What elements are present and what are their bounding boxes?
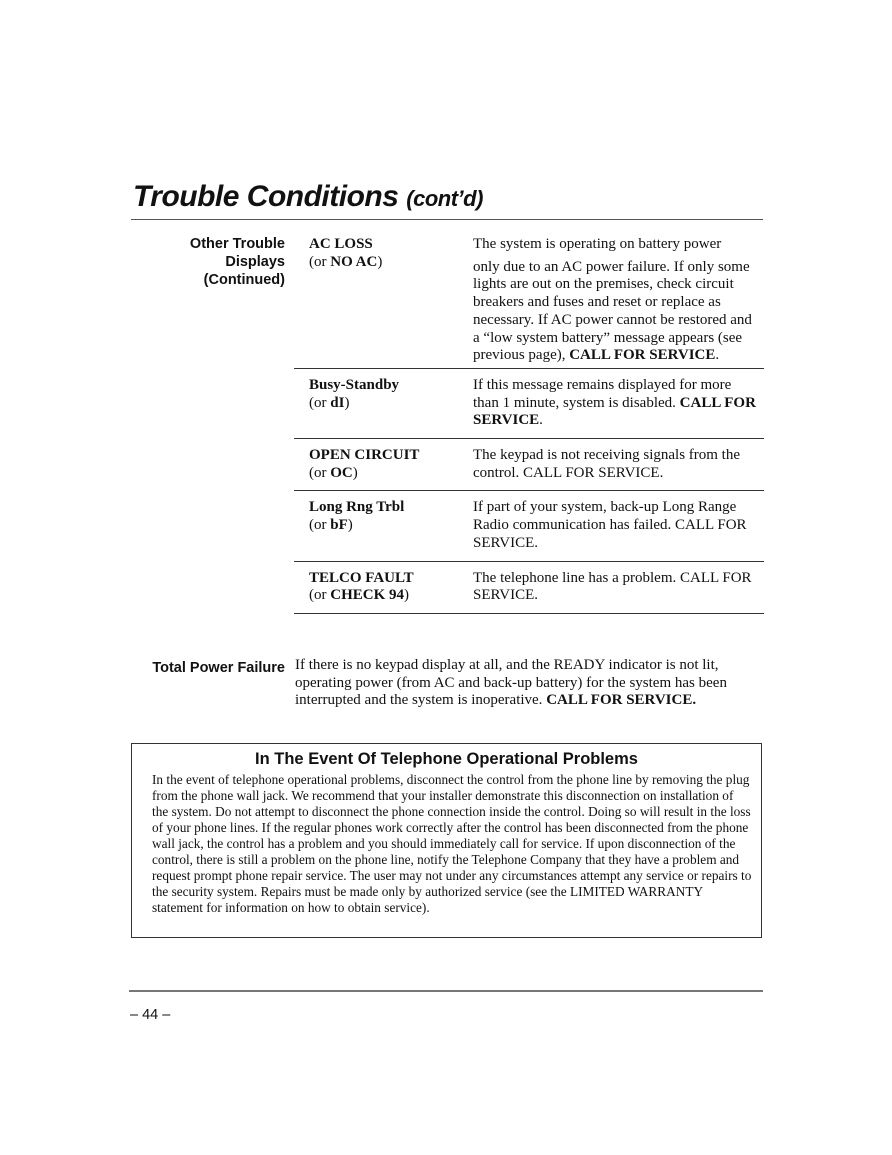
trouble-desc-first-line: The system is operating on battery power [473,236,722,252]
trouble-desc: If this message remains displayed for more than 1 minute, system is disabled. [473,376,732,411]
trouble-row [294,234,764,368]
total-power-failure-body: If there is no keypad display at all, and the READY indicator is not lit, operating power (from AC and back-up battery) for the system has been interrupted and the system is inoperative. [295,657,727,709]
trouble-row [294,491,764,561]
title-rule [131,219,763,220]
trouble-desc-cell [473,561,764,613]
trouble-code-cell [294,561,473,613]
other-trouble-label-line: Displays [225,254,285,270]
total-power-failure-text [295,657,755,710]
page-title-suffix: (cont’d) [406,186,483,211]
trouble-desc-emphasis: CALL FOR SERVICE [569,347,716,364]
trouble-alt-prefix: (or [309,394,331,411]
trouble-name: TELCO FAULT [309,569,414,586]
trouble-alt-suffix: ) [347,517,353,534]
trouble-code-cell [294,491,473,561]
trouble-alt-suffix: ) [352,464,358,481]
total-power-failure-label: Total Power Failure [152,660,285,676]
trouble-alt-code: CHECK 94 [330,587,405,604]
trouble-name: OPEN CIRCUIT [309,447,420,464]
page-title-main: Trouble Conditions [133,180,399,213]
trouble-name: AC LOSS [309,236,373,252]
trouble-table [294,234,764,614]
trouble-desc: The telephone line has a problem. CALL FOR SERVICE. [473,569,752,604]
trouble-desc-cell [473,439,764,491]
trouble-name: Long Rng Trbl [309,499,405,516]
telephone-problems-heading: In The Event Of Telephone Operational Problems [255,750,638,768]
trouble-alt-prefix: (or [309,464,331,481]
trouble-desc: The keypad is not receiving signals from the control. CALL FOR SERVICE. [473,447,741,481]
trouble-alt-suffix: ) [377,253,383,270]
trouble-alt-suffix: ) [404,587,410,604]
trouble-alt-code: NO AC [330,253,378,270]
trouble-row [294,368,764,438]
other-trouble-label-line: Other Trouble [189,236,285,252]
page-number: – 44 – [130,1007,171,1023]
telephone-problems-body: In the event of telephone operational problems, disconnect the control from the phone line by removing the plug from the phone wall jack. We recommend that your installer demonstrate this disconnection on installation of the system. Do not attempt to disconnect the phone connection inside the control. Doing so will result in the loss of your phone lines. If the regular phones work correctly after the control has been disconnected from the phone wall jack, the control has a problem and you should immediately call for service. If upon disconnection of the control, there is still a problem on the phone line, notify the Telephone Company that they have a problem and request prompt phone repair service. The user may not under any circumstances attempt any service or repairs to the security system. Repairs must be made only by authorized service (see the LIMITED WARRANTY statement for information on how to obtain service). [152,772,752,915]
trouble-alt-code: bF [330,517,348,534]
trouble-desc-cell [473,491,764,561]
other-trouble-label-line: (Continued) [203,272,285,288]
trouble-alt-suffix: ) [344,394,350,411]
trouble-code-cell [294,439,473,491]
trouble-desc: If part of your system, back-up Long Range Radio communication has failed. CALL FOR SERVICE. [473,499,747,551]
trouble-alt-prefix: (or [309,587,331,604]
telephone-problems-box [131,743,762,938]
trouble-desc-cell [473,368,764,438]
trouble-alt-code: OC [330,464,353,481]
trouble-row [294,561,764,613]
other-trouble-label [170,235,285,289]
trouble-code-cell [294,368,473,438]
trouble-desc-tail: . [715,347,720,364]
trouble-row [294,439,764,491]
trouble-code-cell [294,234,473,368]
trouble-name: Busy-Standby [309,376,400,393]
total-power-failure-emphasis: CALL FOR SERVICE. [546,692,697,709]
trouble-desc: only due to an AC power failure. If only some lights are out on the premises, check circuit breakers and fuses and reset or replace as necessary. If AC power cannot be restored and a “low system battery” message appears (see previous page), [473,258,752,364]
trouble-alt-prefix: (or [309,253,331,270]
trouble-alt-code: dI [330,394,345,411]
trouble-desc-emphasis: CALL FOR SERVICE [473,394,756,429]
trouble-desc-tail: . [539,412,543,429]
footer-rule [129,990,763,992]
page-title [133,180,483,214]
trouble-desc-cell [473,234,764,368]
trouble-alt-prefix: (or [309,517,331,534]
